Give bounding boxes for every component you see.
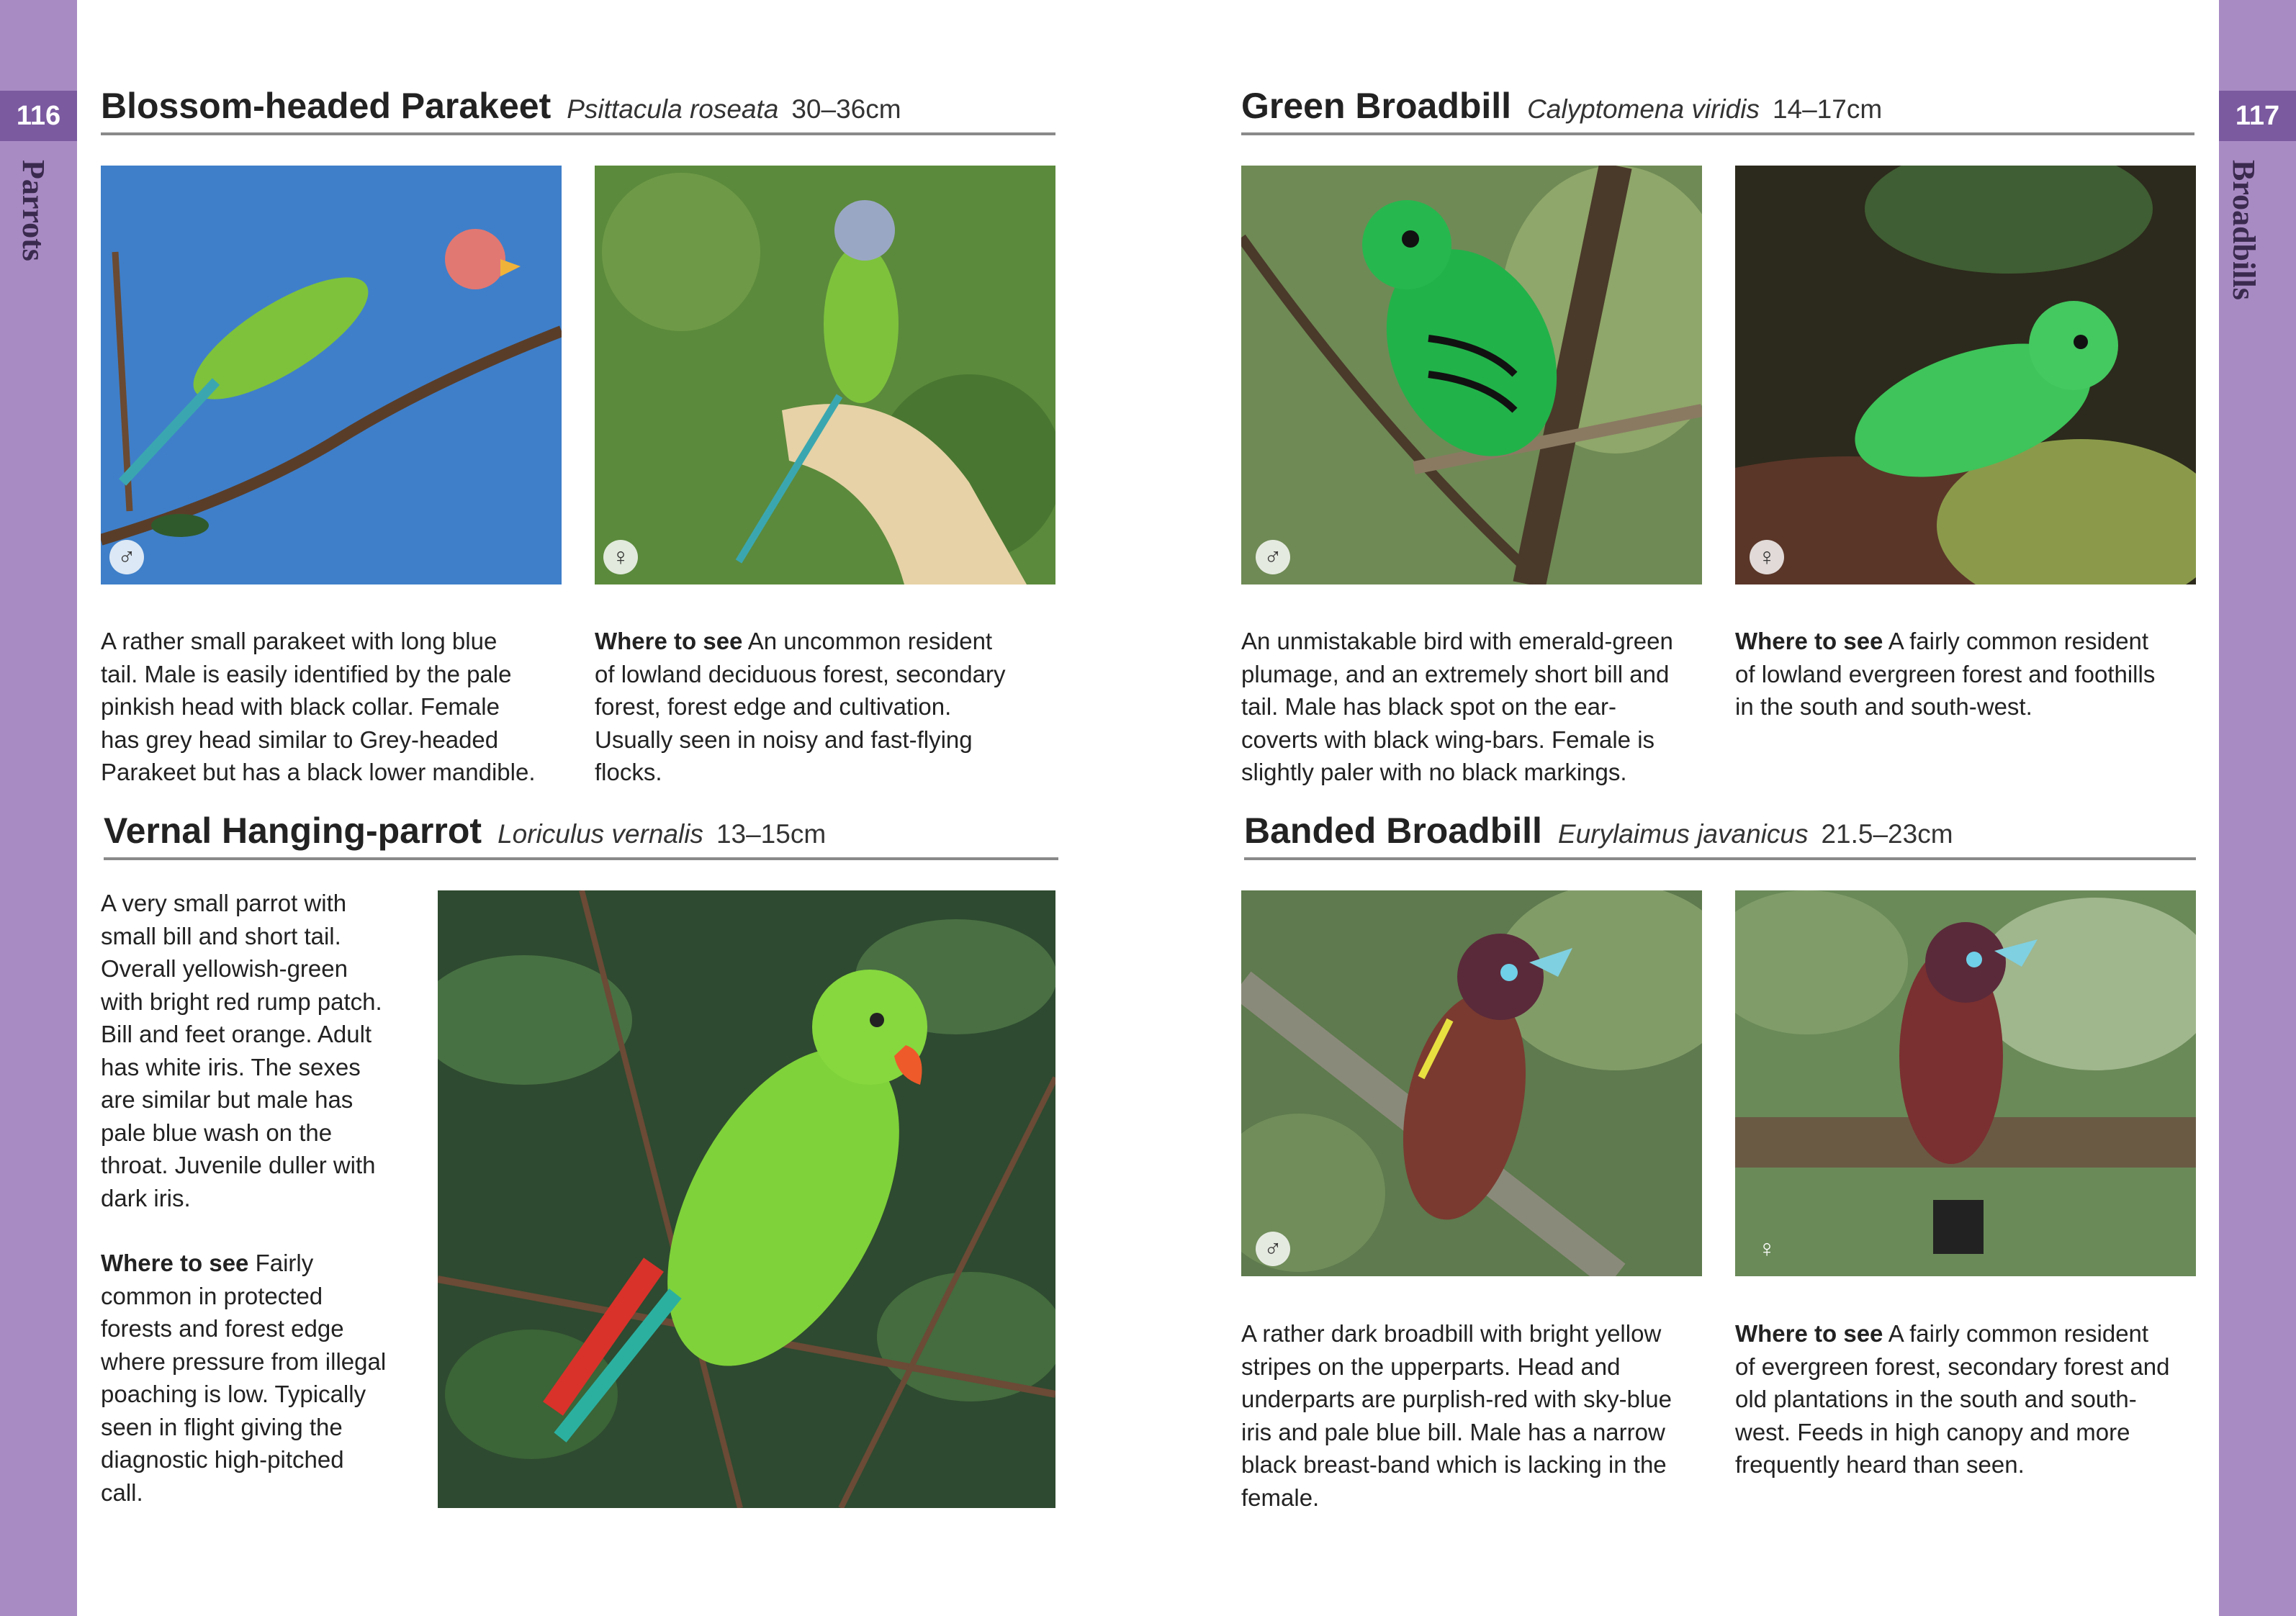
species-size: 21.5–23cm <box>1821 819 1953 849</box>
species-name: Banded Broadbill <box>1244 811 1542 851</box>
photo-banded-broadbill-male <box>1241 890 1702 1276</box>
where-line: west. Feeds in high canopy and more <box>1735 1418 2130 1445</box>
description-line: female. <box>1241 1484 1320 1511</box>
scientific-name: Eurylaimus javanicus <box>1557 819 1809 849</box>
scientific-name: Psittacula roseata <box>567 94 779 124</box>
description-line: underparts are purplish-red with sky-blue <box>1241 1386 1672 1412</box>
species-description-vernal-hanging-parrot <box>101 887 425 1509</box>
species-description-blossom-headed-parakeet <box>101 625 562 789</box>
left-tab-label: Parrots <box>16 160 51 261</box>
description-line: has grey head similar to Grey-headed <box>101 726 499 753</box>
where-line: diagnostic high-pitched <box>101 1446 344 1473</box>
description-line: pale blue wash on the <box>101 1119 333 1146</box>
left-page-number: 116 <box>0 91 77 141</box>
where-line: Usually seen in noisy and fast-flying <box>595 726 973 753</box>
description-line: small bill and short tail. <box>101 922 341 949</box>
female-symbol-icon: ♀ <box>1757 1234 1776 1263</box>
where-to-see-green-broadbill <box>1735 625 2196 723</box>
photo-blossom-headed-parakeet-male <box>101 166 562 584</box>
species-heading-banded-broadbill <box>1244 810 2196 860</box>
photo-banded-broadbill-female <box>1735 890 2196 1276</box>
where-to-see-label: Where to see <box>1735 1320 1883 1347</box>
description-line: stripes on the upperparts. Head and <box>1241 1353 1621 1380</box>
where-line: of evergreen forest, secondary forest and <box>1735 1353 2170 1380</box>
where-line: frequently heard than seen. <box>1735 1451 2025 1478</box>
where-line: common in protected <box>101 1282 323 1309</box>
where-to-see-label: Where to see <box>1735 628 1883 654</box>
species-name: Green Broadbill <box>1241 86 1512 126</box>
description-line: iris and pale blue bill. Male has a narrow <box>1241 1418 1665 1445</box>
description-line: tail. Male is easily identified by the pale <box>101 660 512 687</box>
species-heading-vernal-hanging-parrot <box>104 810 1058 860</box>
description-line: has white iris. The sexes <box>101 1053 361 1080</box>
species-size: 30–36cm <box>791 94 901 124</box>
where-to-see-label: Where to see <box>101 1250 249 1276</box>
species-heading-blossom-headed-parakeet <box>101 85 1055 135</box>
photo-vernal-hanging-parrot <box>438 890 1055 1508</box>
description-line: throat. Juvenile duller with <box>101 1152 376 1178</box>
description-line: A rather dark broadbill with bright yellow <box>1241 1320 1662 1347</box>
male-symbol-icon: ♂ <box>109 540 144 574</box>
description-line: coverts with black wing-bars. Female is <box>1241 726 1655 753</box>
where-to-see-label: Where to see <box>595 628 743 654</box>
description-line: Overall yellowish-green <box>101 955 348 982</box>
description-line: pinkish head with black collar. Female <box>101 693 500 720</box>
scientific-name: Calyptomena viridis <box>1527 94 1760 124</box>
description-line: A rather small parakeet with long blue <box>101 628 498 654</box>
where-line: in the south and south-west. <box>1735 693 2032 720</box>
description-line: with bright red rump patch. <box>101 988 382 1015</box>
photo-green-broadbill-male <box>1241 166 1702 584</box>
where-line: of lowland evergreen forest and foothills <box>1735 660 2156 687</box>
where-line: A fairly common resident <box>1883 1320 2149 1347</box>
where-line: call. <box>101 1479 143 1506</box>
where-line: seen in flight giving the <box>101 1413 343 1440</box>
description-line: plumage, and an extremely short bill and <box>1241 660 1670 687</box>
description-line: tail. Male has black spot on the ear- <box>1241 693 1616 720</box>
species-description-banded-broadbill <box>1241 1317 1702 1514</box>
photo-green-broadbill-female <box>1735 166 2196 584</box>
description-line: dark iris. <box>101 1184 191 1211</box>
where-line: An uncommon resident <box>742 628 993 654</box>
male-symbol-icon: ♂ <box>1256 1232 1290 1266</box>
species-name: Blossom-headed Parakeet <box>101 86 552 126</box>
where-line: where pressure from illegal <box>101 1348 387 1375</box>
where-line: old plantations in the south and south- <box>1735 1386 2137 1412</box>
where-line: A fairly common resident <box>1883 628 2149 654</box>
description-line: A very small parrot with <box>101 890 347 916</box>
species-description-green-broadbill <box>1241 625 1702 789</box>
scientific-name: Loriculus vernalis <box>498 819 703 849</box>
species-size: 13–15cm <box>716 819 827 849</box>
description-line: slightly paler with no black markings. <box>1241 759 1627 785</box>
description-line: Parakeet but has a black lower mandible. <box>101 759 536 785</box>
description-line: An unmistakable bird with emerald-green <box>1241 628 1673 654</box>
where-to-see-banded-broadbill <box>1735 1317 2196 1481</box>
description-line: are similar but male has <box>101 1086 354 1113</box>
where-to-see-blossom-headed-parakeet <box>595 625 1055 789</box>
where-line: poaching is low. Typically <box>101 1381 366 1407</box>
female-symbol-icon: ♀ <box>603 540 638 574</box>
photo-blossom-headed-parakeet-female <box>595 166 1055 584</box>
species-name: Vernal Hanging-parrot <box>104 811 482 851</box>
where-line: forest, forest edge and cultivation. <box>595 693 952 720</box>
species-size: 14–17cm <box>1772 94 1883 124</box>
where-line: forests and forest edge <box>101 1315 344 1342</box>
description-line: Bill and feet orange. Adult <box>101 1021 372 1047</box>
right-page-number: 117 <box>2219 91 2296 141</box>
where-line: flocks. <box>595 759 662 785</box>
where-line: Fairly <box>248 1250 314 1276</box>
description-line: black breast-band which is lacking in the <box>1241 1451 1667 1478</box>
where-line: of lowland deciduous forest, secondary <box>595 660 1006 687</box>
male-symbol-icon: ♂ <box>1256 540 1290 574</box>
species-heading-green-broadbill <box>1241 85 2194 135</box>
female-symbol-icon: ♀ <box>1750 540 1784 574</box>
right-tab-label: Broadbills <box>2226 160 2261 300</box>
